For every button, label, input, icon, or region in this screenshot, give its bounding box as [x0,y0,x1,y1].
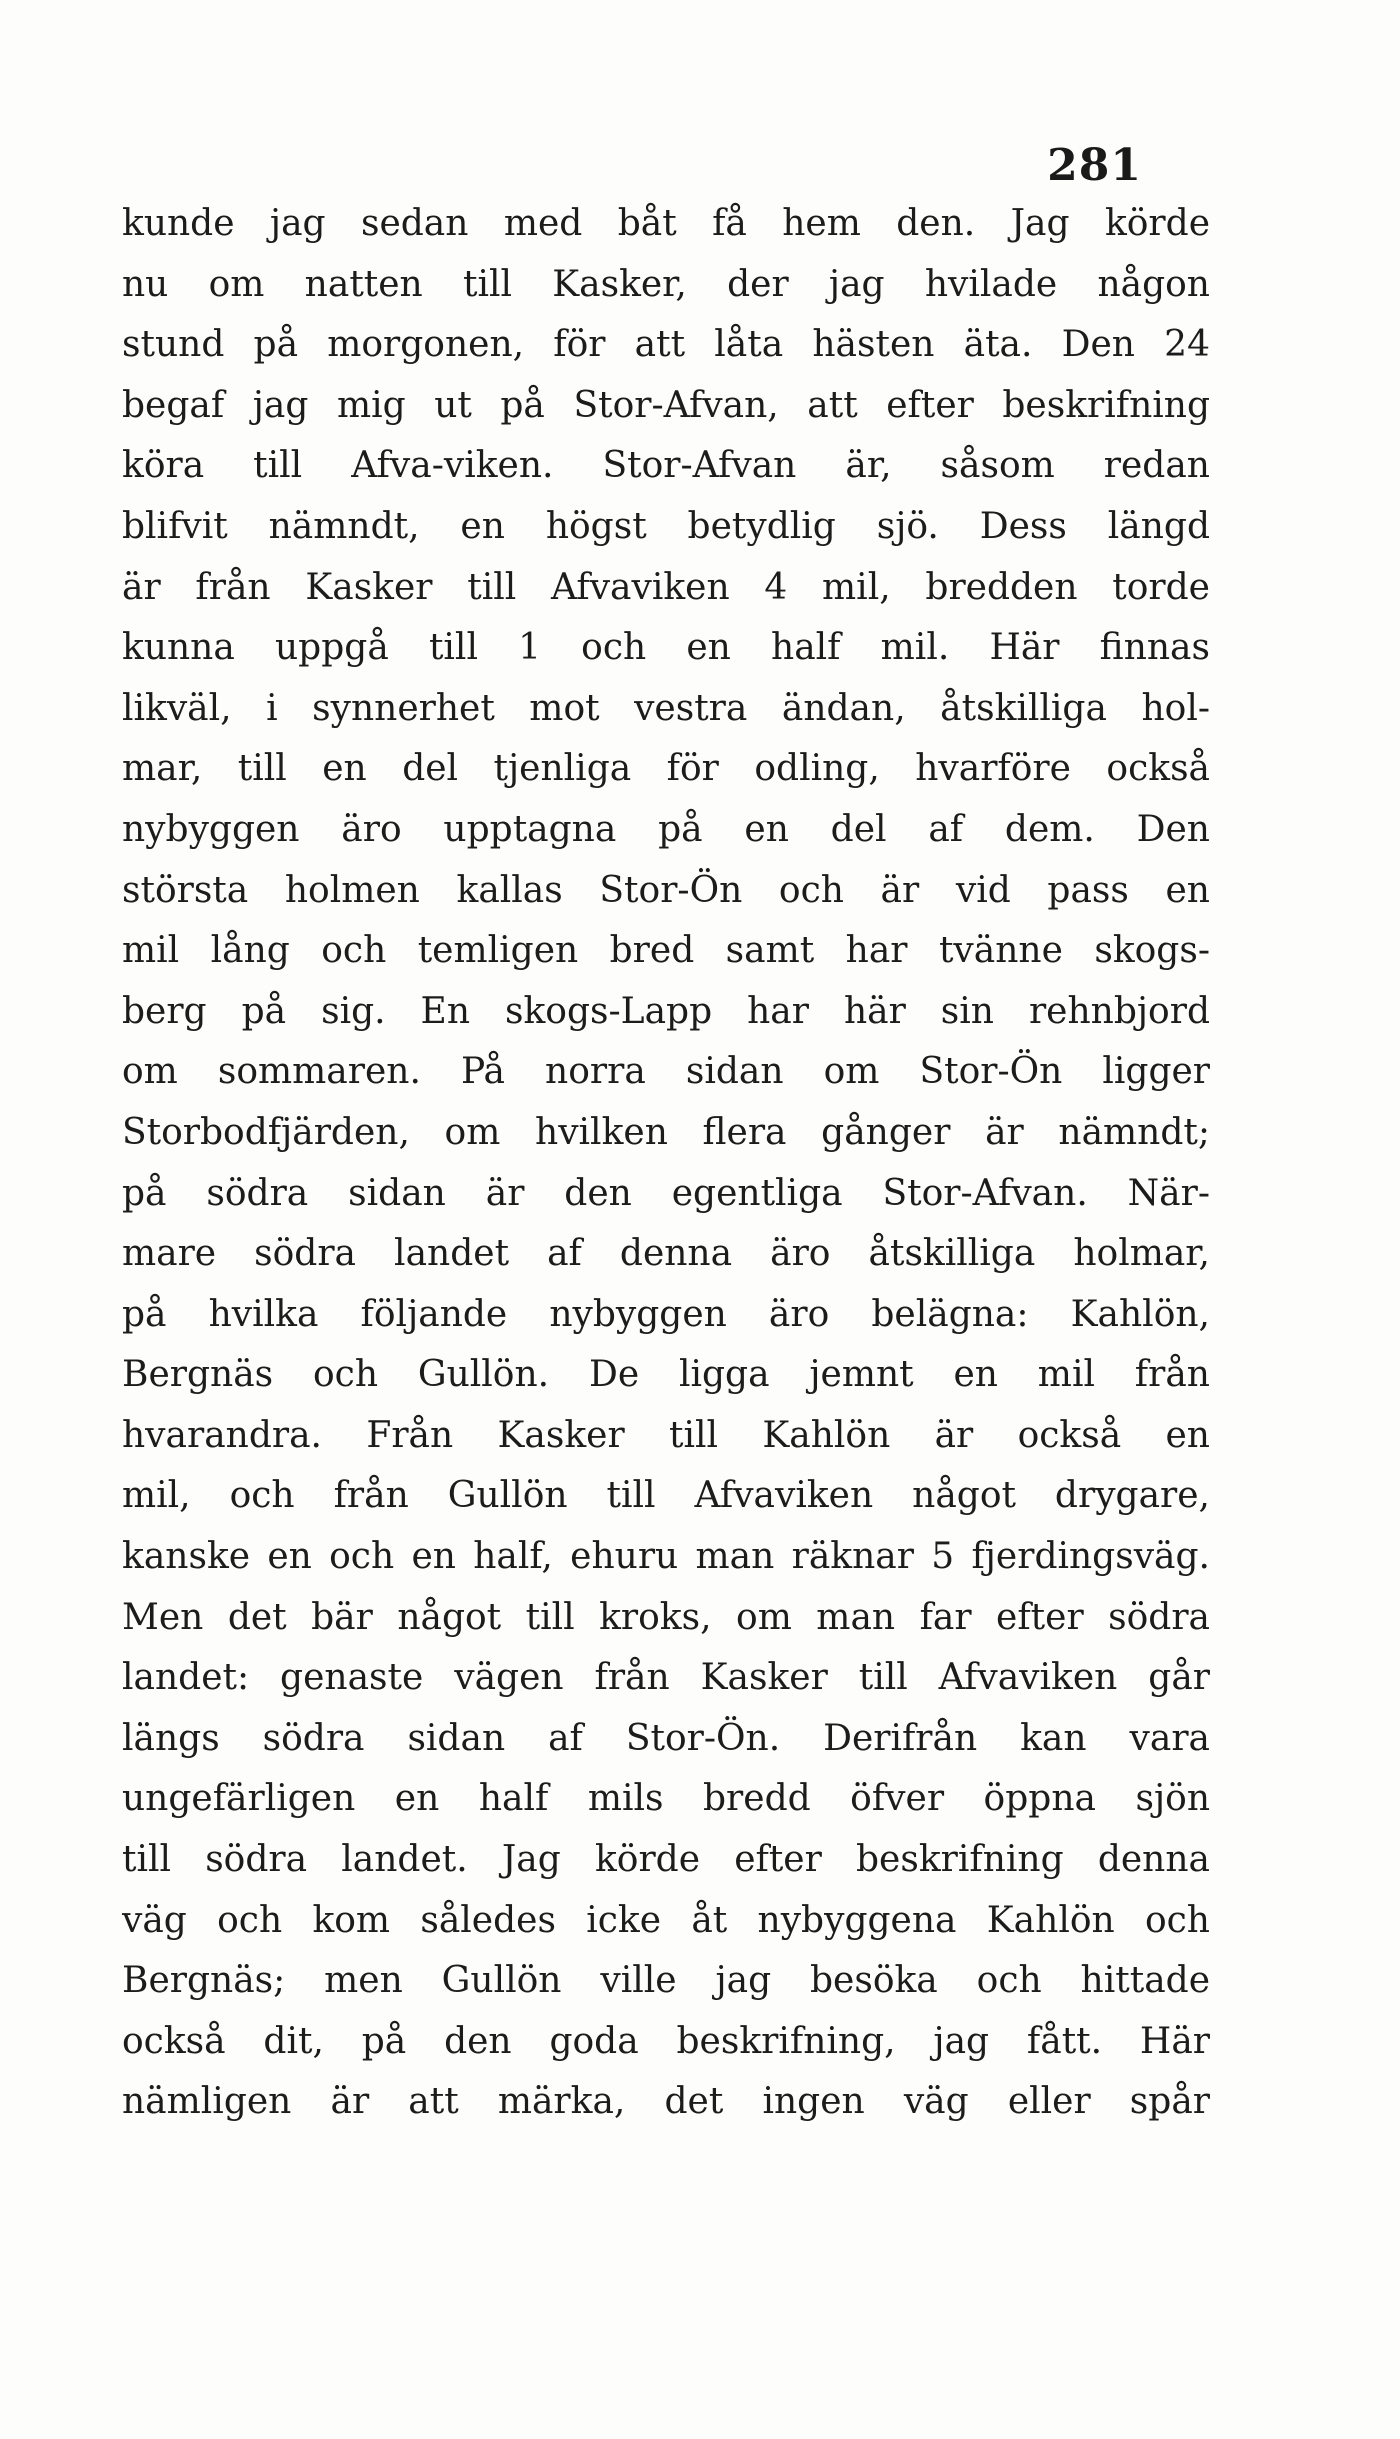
text-line: är från Kasker till Afvaviken 4 mil, bredden torde [122,566,1210,608]
text-line: blifvit nämndt, en högst betydlig sjö. Dess längd [122,505,1210,547]
text-line: om sommaren. På norra sidan om Stor-Ön ligger [122,1051,1210,1093]
text-line: begaf jag mig ut på Stor-Afvan, att efter beskrifning [122,384,1210,426]
text-line: största holmen kallas Stor-Ön och är vid pass en [122,869,1210,911]
text-line: längs södra sidan af Stor-Ön. Derifrån kan vara [122,1717,1210,1759]
page-number: 281 [1047,140,1142,191]
text-line: nämligen är att märka, det ingen väg eller spår [122,2081,1210,2123]
text-line: mare södra landet af denna äro åtskilliga holmar, [122,1233,1210,1275]
text-line: mil, och från Gullön till Afvaviken något drygare, [122,1475,1210,1517]
text-line: nybyggen äro upptagna på en del af dem. Den [122,808,1210,850]
text-line: stund på morgonen, för att låta hästen äta. Den 24 [122,324,1210,366]
text-line: mar, till en del tjenliga för odling, hvarföre också [122,748,1210,790]
text-line: på södra sidan är den egentliga Stor-Afvan. När- [122,1172,1210,1214]
text-line: väg och kom således icke åt nybyggena Kahlön och [122,1899,1210,1941]
text-line: till södra landet. Jag körde efter beskrifning denna [122,1839,1210,1881]
text-line: på hvilka följande nybyggen äro belägna: Kahlön, [122,1293,1210,1335]
text-line: nu om natten till Kasker, der jag hvilade någon [122,263,1210,305]
text-line: Storbodfjärden, om hvilken flera gånger är nämndt; [122,1111,1210,1153]
text-line: köra till Afva-viken. Stor-Afvan är, såsom redan [122,445,1210,487]
text-line: mil lång och temligen bred samt har tvänne skogs- [122,930,1210,972]
text-line: berg på sig. En skogs-Lapp har här sin rehnbjord [122,990,1210,1032]
text-line: kunde jag sedan med båt få hem den. Jag körde [122,203,1210,244]
text-line: kanske en och en half, ehuru man räknar 5 fjerdingsväg. [122,1536,1210,1578]
body-text [122,194,1210,2133]
text-line: likväl, i synnerhet mot vestra ändan, åtskilliga hol- [122,687,1210,729]
text-line: Men det bär något till kroks, om man far efter södra [122,1596,1210,1638]
text-line: också dit, på den goda beskrifning, jag fått. Här [122,2020,1210,2062]
text-line: kunna uppgå till 1 och en half mil. Här finnas [122,627,1210,669]
text-line: ungefärligen en half mils bredd öfver öppna sjön [122,1778,1210,1820]
text-line: hvarandra. Från Kasker till Kahlön är också en [122,1414,1210,1456]
text-line: Bergnäs; men Gullön ville jag besöka och hittade [122,1960,1210,2002]
text-line: landet: genaste vägen från Kasker till Afvaviken går [122,1657,1210,1699]
text-line: Bergnäs och Gullön. De ligga jemnt en mil från [122,1354,1210,1396]
